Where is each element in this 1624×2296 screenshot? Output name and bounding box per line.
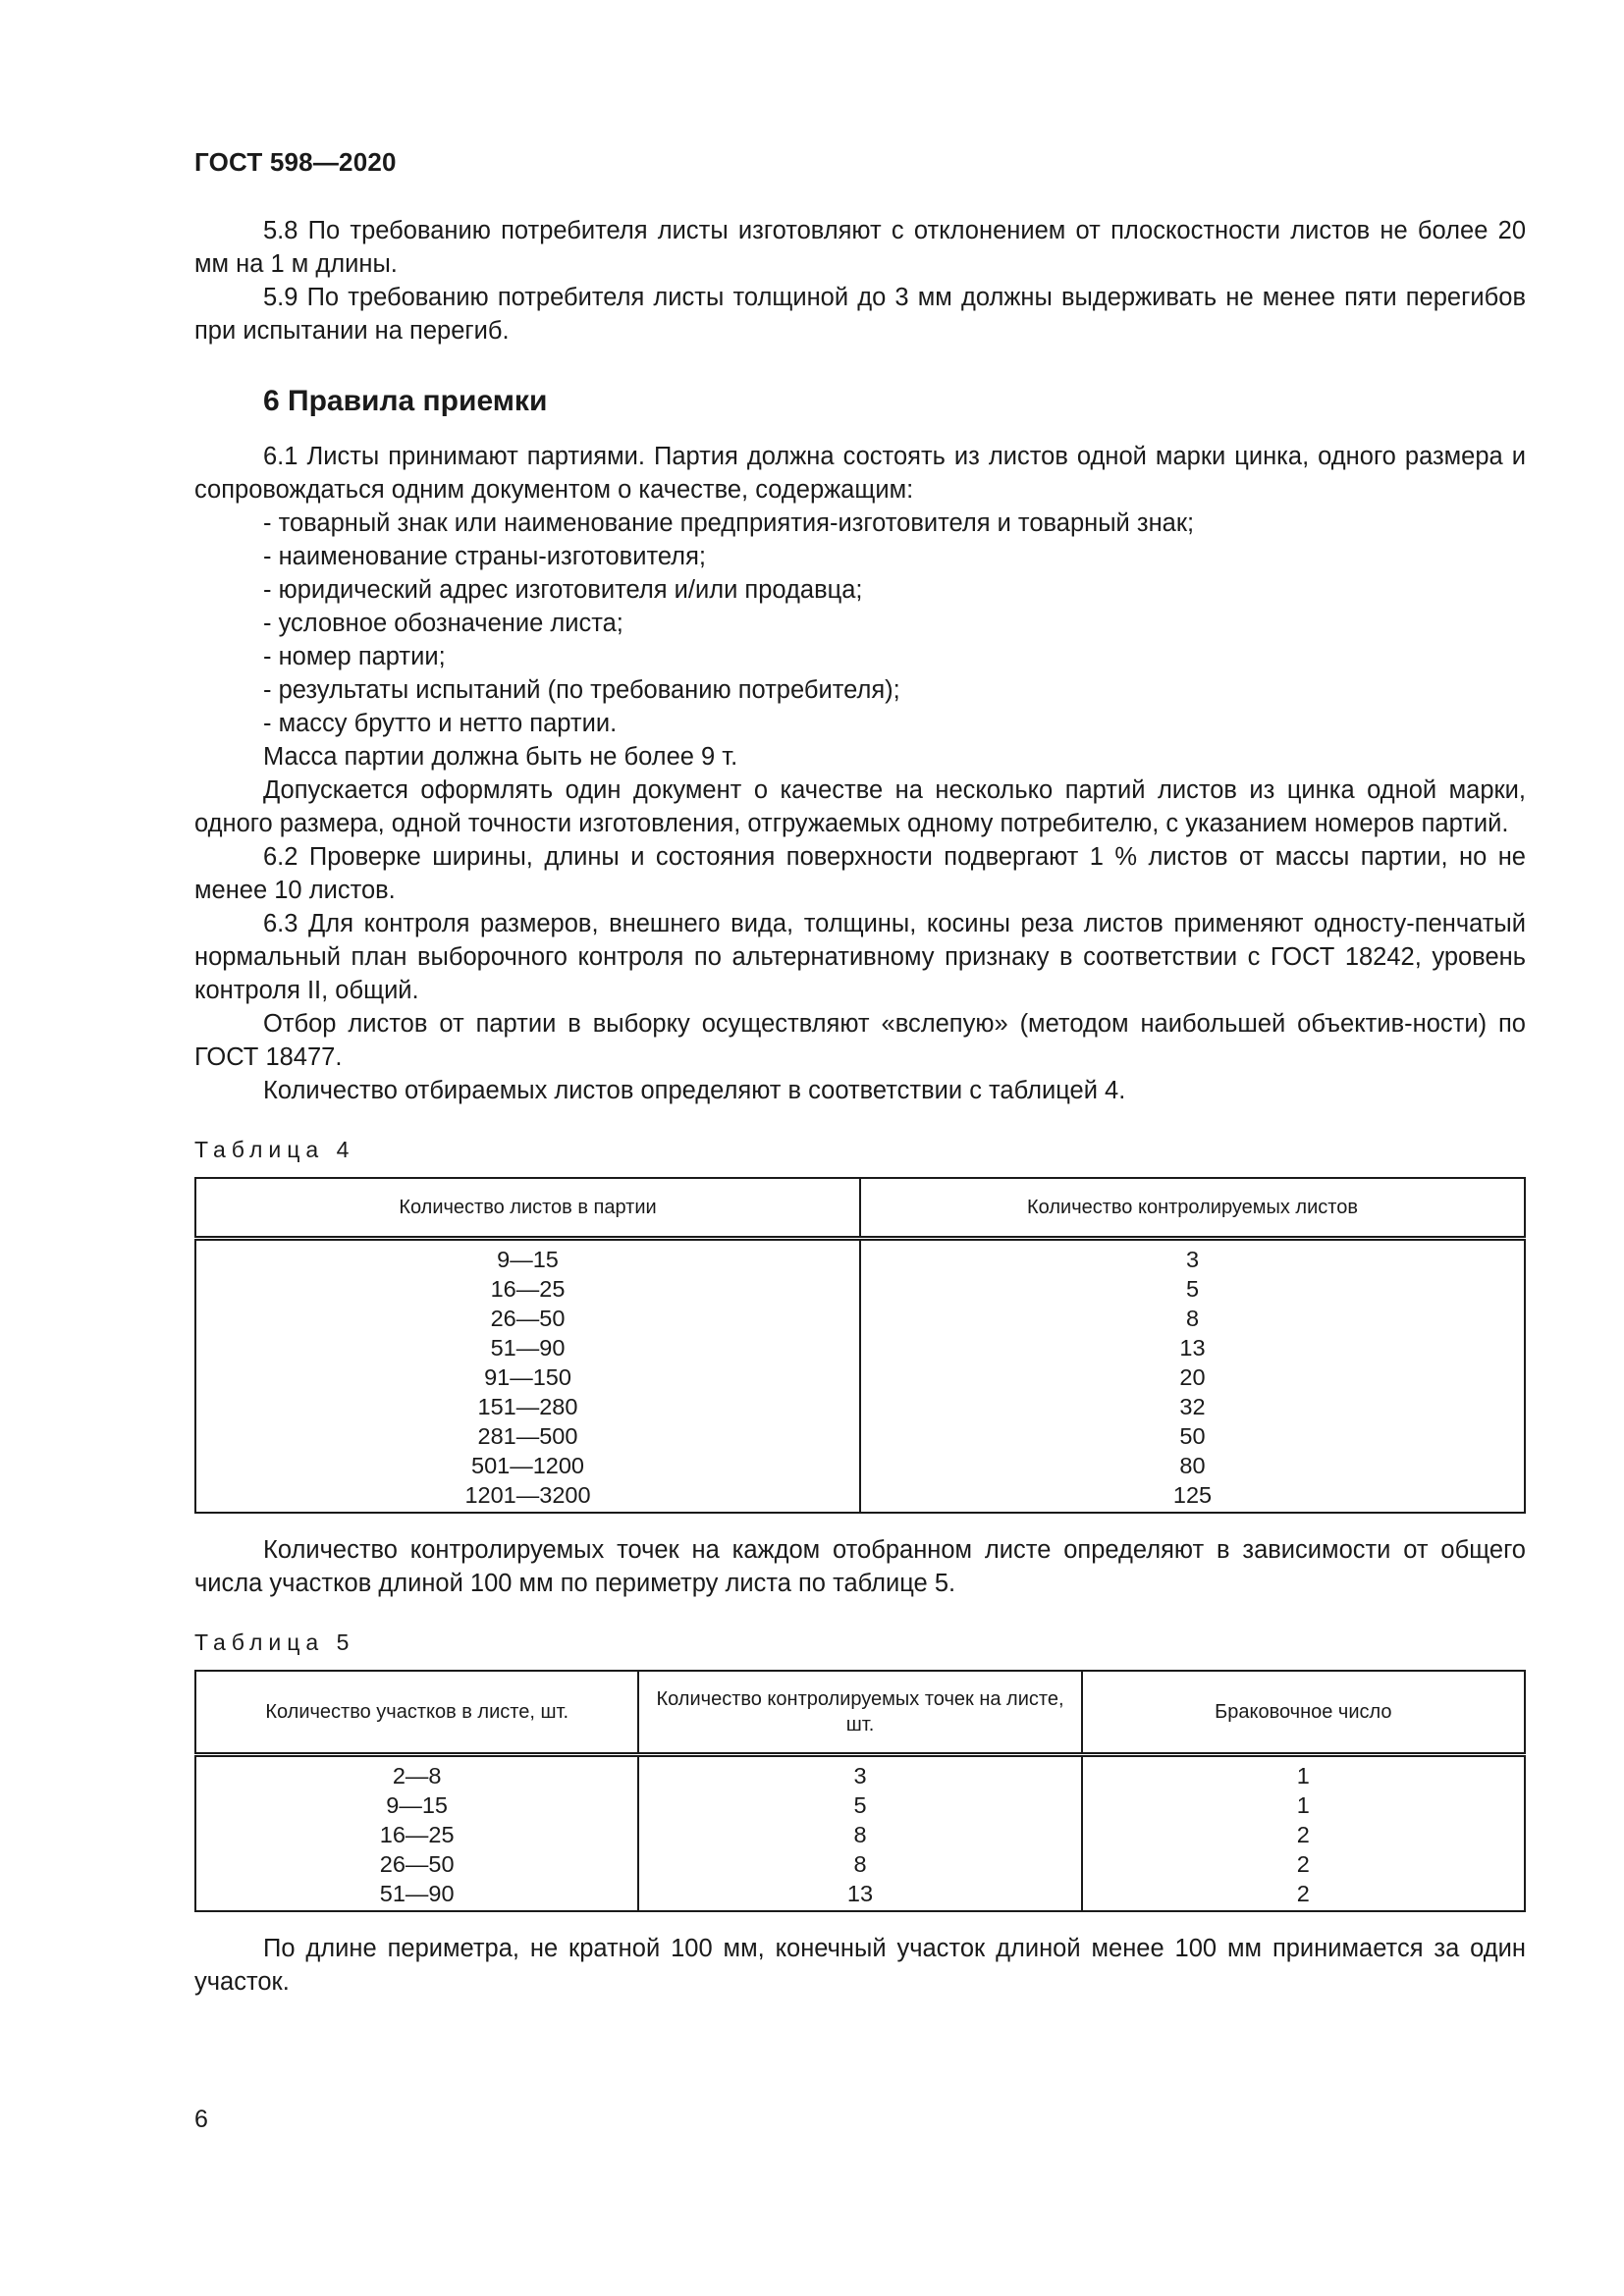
table-5-header: Количество участков в листе, шт.	[195, 1671, 638, 1755]
table-cell: 3	[860, 1239, 1525, 1275]
table-row	[195, 1849, 1525, 1879]
table-cell: 26—50	[195, 1849, 638, 1879]
table-cell: 501—1200	[195, 1451, 860, 1480]
table-row	[195, 1333, 1525, 1362]
paragraph-allowed: Допускается оформлять один документ о качестве на несколько партий листов из цинка одной марки, одного размера, одной точности изготовления, отгружаемых одному потребителю, с указанием номеров партий.	[194, 776, 1526, 837]
table-row	[195, 1451, 1525, 1480]
table-cell: 2	[1082, 1820, 1525, 1849]
table-cell: 5	[638, 1790, 1081, 1820]
document-content-list	[194, 507, 1526, 740]
paragraph-count: Количество отбираемых листов определяют в соответствии с таблицей 4.	[263, 1077, 1126, 1104]
table-cell: 2	[1082, 1879, 1525, 1911]
table-cell: 26—50	[195, 1304, 860, 1333]
table-cell: 1201—3200	[195, 1480, 860, 1513]
table-cell: 51—90	[195, 1333, 860, 1362]
paragraph-mass: Масса партии должна быть не более 9 т.	[263, 743, 738, 771]
table-cell: 13	[638, 1879, 1081, 1911]
table-cell: 50	[860, 1421, 1525, 1451]
list-item: - условное обозначение листа;	[263, 610, 623, 637]
paragraph-points: Количество контролируемых точек на каждом отобранном листе определяют в зависимости от общего числа участков длиной 100 мм по периметру листа по таблице 5.	[194, 1536, 1526, 1597]
table-cell: 20	[860, 1362, 1525, 1392]
table-cell: 8	[860, 1304, 1525, 1333]
table-cell: 8	[638, 1849, 1081, 1879]
document-header: ГОСТ 598—2020	[194, 147, 397, 177]
table-row	[195, 1755, 1525, 1791]
table-row	[195, 1392, 1525, 1421]
table-row	[195, 1820, 1525, 1849]
document-page	[194, 147, 1526, 1999]
table-row	[195, 1362, 1525, 1392]
table-5-header: Количество контролируемых точек на листе, шт.	[638, 1671, 1081, 1755]
table-cell: 5	[860, 1274, 1525, 1304]
list-item: - наименование страны-изготовителя;	[263, 543, 706, 570]
table-cell: 13	[860, 1333, 1525, 1362]
table-cell: 32	[860, 1392, 1525, 1421]
table-cell: 3	[638, 1755, 1081, 1791]
paragraph-perimeter: По длине периметра, не кратной 100 мм, конечный участок длиной менее 100 мм принимается за один участок.	[194, 1935, 1526, 1996]
table-cell: 281—500	[195, 1421, 860, 1451]
table-cell: 91—150	[195, 1362, 860, 1392]
section-6-title: 6 Правила приемки	[263, 385, 548, 417]
table-cell: 9—15	[195, 1239, 860, 1275]
list-item: - массу брутто и нетто партии.	[263, 710, 618, 737]
list-item: - результаты испытаний (по требованию потребителя);	[263, 676, 900, 704]
table-cell: 2—8	[195, 1755, 638, 1791]
table-4-header: Количество листов в партии	[195, 1178, 860, 1239]
table-cell: 9—15	[195, 1790, 638, 1820]
table-row	[195, 1304, 1525, 1333]
table-4	[194, 1177, 1526, 1514]
table-cell: 80	[860, 1451, 1525, 1480]
table-row	[195, 1421, 1525, 1451]
table-cell: 51—90	[195, 1879, 638, 1911]
list-item: - товарный знак или наименование предприятия-изготовителя и товарный знак;	[263, 509, 1195, 537]
table-4-caption: Таблица 4	[194, 1137, 355, 1162]
table-row	[195, 1239, 1525, 1275]
table-cell: 125	[860, 1480, 1525, 1513]
table-5-caption: Таблица 5	[194, 1629, 355, 1655]
page-number: 6	[194, 2106, 208, 2133]
paragraph-6-1: 6.1 Листы принимают партиями. Партия должна состоять из листов одной марки цинка, одного размера и сопровождаться одним документом о качестве, содержащим:	[194, 443, 1526, 504]
list-item: - номер партии;	[263, 643, 446, 670]
paragraph-5-8: 5.8 По требованию потребителя листы изготовляют с отклонением от плоскостности листов не более 20 мм на 1 м длины.	[194, 217, 1526, 278]
table-cell: 16—25	[195, 1820, 638, 1849]
table-cell: 8	[638, 1820, 1081, 1849]
table-4-header: Количество контролируемых листов	[860, 1178, 1525, 1239]
table-row	[195, 1879, 1525, 1911]
table-5-header: Браковочное число	[1082, 1671, 1525, 1755]
list-item: - юридический адрес изготовителя и/или продавца;	[263, 576, 863, 604]
table-row	[195, 1274, 1525, 1304]
paragraph-selection: Отбор листов от партии в выборку осуществляют «вслепую» (методом наибольшей объектив-ности) по ГОСТ 18477.	[194, 1010, 1526, 1071]
paragraph-5-9: 5.9 По требованию потребителя листы толщиной до 3 мм должны выдерживать не менее пяти перегибов при испытании на перегиб.	[194, 284, 1526, 345]
table-cell: 2	[1082, 1849, 1525, 1879]
table-row	[195, 1480, 1525, 1513]
table-row	[195, 1790, 1525, 1820]
paragraph-6-2: 6.2 Проверке ширины, длины и состояния поверхности подвергают 1 % листов от массы партии, но не менее 10 листов.	[194, 843, 1526, 904]
table-cell: 16—25	[195, 1274, 860, 1304]
table-5	[194, 1670, 1526, 1912]
table-cell: 151—280	[195, 1392, 860, 1421]
paragraph-6-3: 6.3 Для контроля размеров, внешнего вида, толщины, косины реза листов применяют односту-пенчатый нормальный план выборочного контроля по альтернативному признаку в соответствии с ГОСТ 18242, уровень контроля II, общий.	[194, 910, 1526, 1004]
table-cell: 1	[1082, 1790, 1525, 1820]
table-cell: 1	[1082, 1755, 1525, 1791]
